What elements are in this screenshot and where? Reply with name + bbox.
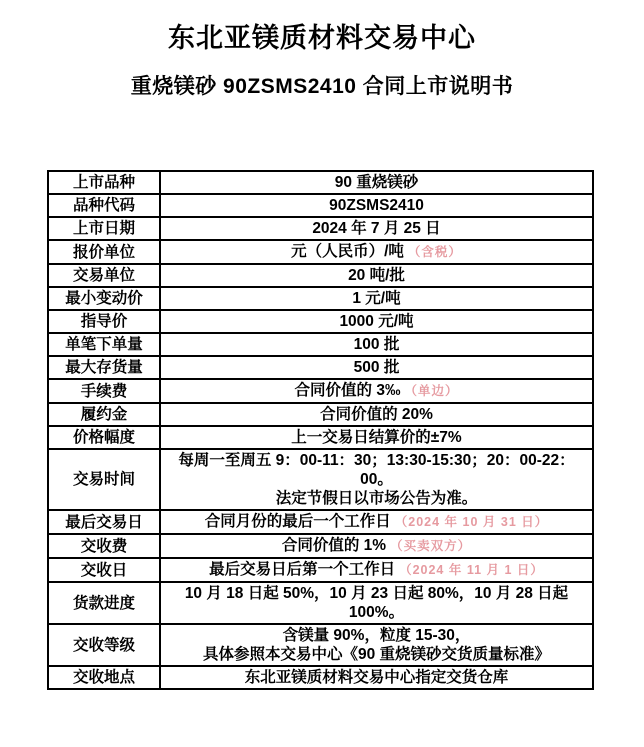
row-value-cell [160,426,593,449]
row-label: 交收日 [48,558,160,582]
row-value-cell [160,356,593,379]
page-subtitle: 重烧镁砂 90ZSMS2410 合同上市说明书 [130,75,514,98]
table-row [48,534,593,558]
row-value-text: 最后交易日后第一个工作日 [209,561,396,578]
table-row [48,379,593,403]
row-label: 上市日期 [48,217,160,240]
row-value-cell [160,558,593,582]
row-value-text: 90 重烧镁砂 [334,174,419,191]
row-label: 品种代码 [48,194,160,217]
row-value-text: 1000 元/吨 [339,313,414,330]
row-value-text: 合同价值的 3‰ [294,382,401,399]
table-row [48,666,593,689]
contract-spec-table [47,170,594,690]
row-label: 单笔下单量 [48,333,160,356]
row-note-text: （2024 年 11 月 1 日） [399,563,544,577]
table-row [48,171,593,194]
row-value-cell [160,510,593,534]
row-value-line2: 具体参照本交易中心《90 重烧镁砂交货质量标准》 [202,646,551,663]
row-value-cell [160,287,593,310]
row-value-cell [160,624,593,666]
table-row [48,558,593,582]
row-value-text: 合同月份的最后一个工作日 [204,513,391,530]
row-value-cell [160,333,593,356]
row-value-line2: 法定节假日以市场公告为准。 [275,490,478,507]
row-value-cell [160,666,593,689]
row-label: 价格幅度 [48,426,160,449]
table-row [48,217,593,240]
row-value-text: 含镁量 90%，粒度 15-30， [282,627,471,644]
row-value-text: 合同价值的 20% [320,406,433,423]
row-label: 交易单位 [48,264,160,287]
row-label: 交收费 [48,534,160,558]
row-value-text: 10 月 18 日起 50%，10 月 23 日起 80%，10 月 28 日起 100%。 [184,585,569,621]
row-label: 手续费 [48,379,160,403]
row-value-cell [160,264,593,287]
row-value-cell [160,534,593,558]
row-value-cell [160,449,593,510]
row-label: 货款进度 [48,582,160,624]
row-label: 上市品种 [48,171,160,194]
row-value-cell [160,171,593,194]
row-value-text: 500 批 [353,359,400,376]
row-label: 最大存货量 [48,356,160,379]
row-value-text: 100 批 [353,336,400,353]
row-label: 报价单位 [48,240,160,264]
table-row [48,310,593,333]
row-value-cell [160,310,593,333]
table-row [48,510,593,534]
row-value-text: 合同价值的 1% [281,537,387,554]
row-label: 指导价 [48,310,160,333]
table-row [48,194,593,217]
row-note-text: （买卖双方） [390,539,472,553]
row-label: 最后交易日 [48,510,160,534]
table-row [48,582,593,624]
table-row [48,403,593,426]
document-page [0,16,644,690]
table-row [48,624,593,666]
table-row [48,449,593,510]
table-row [48,287,593,310]
row-label: 交收等级 [48,624,160,666]
row-label: 履约金 [48,403,160,426]
row-label: 交收地点 [48,666,160,689]
page-title: 东北亚镁质材料交易中心 [168,23,476,53]
row-value-text: 东北亚镁质材料交易中心指定交货仓库 [244,669,509,686]
row-value-cell [160,379,593,403]
row-note-text: （单边） [404,384,459,398]
table-row [48,356,593,379]
row-value-cell [160,240,593,264]
row-value-cell [160,582,593,624]
table-body [48,171,593,689]
table-row [48,426,593,449]
table-row [48,264,593,287]
table-row [48,333,593,356]
row-value-text: 90ZSMS2410 [329,197,424,214]
table-row [48,240,593,264]
row-value-text: 2024 年 7 月 25 日 [312,220,441,237]
row-value-text: 每周一至周五 9：00-11：30；13:30-15:30；20：00-22：00。 [178,452,575,488]
row-value-text: 1 元/吨 [352,290,401,307]
row-value-text: 20 吨/批 [348,267,405,284]
row-note-text: （含税） [407,245,462,259]
row-label: 交易时间 [48,449,160,510]
row-value-text: 上一交易日结算价的±7% [291,429,462,446]
row-value-cell [160,217,593,240]
row-label: 最小变动价 [48,287,160,310]
row-note-text: （2024 年 10 月 31 日） [394,515,549,529]
row-value-cell [160,194,593,217]
row-value-text: 元（人民币）/吨 [291,243,404,260]
row-value-cell [160,403,593,426]
